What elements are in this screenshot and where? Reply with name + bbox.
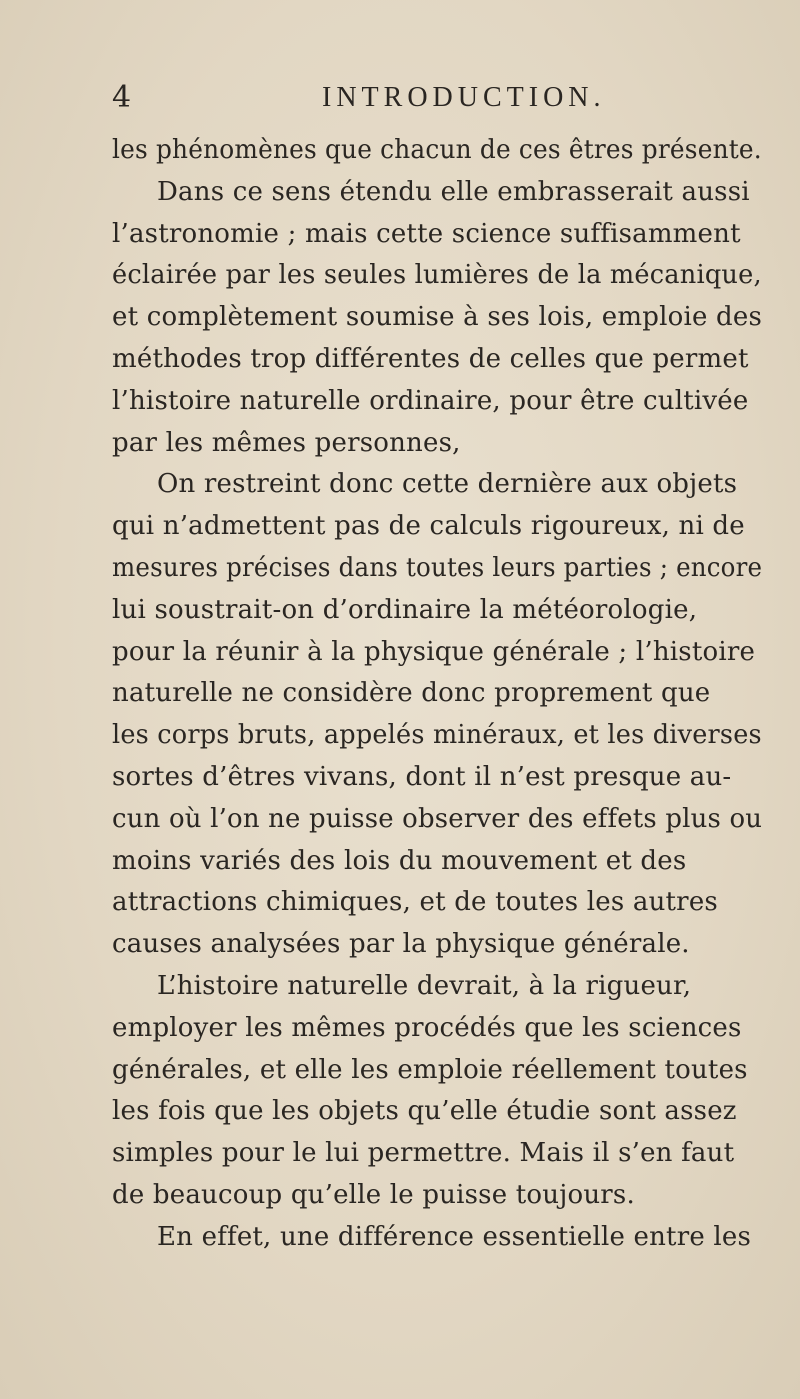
text-line: causes analysées par la physique générale. xyxy=(112,929,690,960)
text-line: pour la réunir à la physique générale ; l’histoire xyxy=(112,636,756,667)
text-line: les phénomènes que chacun de ces êtres présente. xyxy=(112,135,762,165)
text-line: En effet, une différence essentielle entre les xyxy=(157,1221,752,1252)
text-line: lui soustrait-on d’ordinaire la météorologie, xyxy=(112,594,698,625)
text-line: simples pour le lui permettre. Mais il s’en faut xyxy=(112,1138,735,1169)
text-line: l’histoire naturelle ordinaire, pour être cultivée xyxy=(112,385,749,416)
text-line: mesures précises dans toutes leurs parties ; encore xyxy=(112,552,763,583)
text-line: L’histoire naturelle devrait, à la rigueur, xyxy=(157,970,692,1001)
text-line: moins variés des lois du mouvement et des xyxy=(112,845,687,876)
text-line: de beaucoup qu’elle le puisse toujours. xyxy=(112,1179,635,1210)
text-line: par les mêmes personnes, xyxy=(112,427,461,458)
text-line: l’astronomie ; mais cette science suffisamment xyxy=(112,218,741,249)
text-line: On restreint donc cette dernière aux objets xyxy=(157,469,738,500)
text-line: les fois que les objets qu’elle étudie sont assez xyxy=(112,1096,737,1127)
text-line: employer les mêmes procédés que les sciences xyxy=(112,1012,742,1043)
text-line: méthodes trop différentes de celles que permet xyxy=(112,343,749,374)
text-line: éclairée par les seules lumières de la mécanique, xyxy=(112,260,762,291)
text-line: cun où l’on ne puisse observer des effets plus ou xyxy=(112,803,763,834)
text-line: qui n’admettent pas de calculs rigoureux, ni de xyxy=(112,511,745,542)
text-line: les corps bruts, appelés minéraux, et les diverses xyxy=(112,720,762,751)
text-line: générales, et elle les emploie réellement toutes xyxy=(112,1054,748,1085)
page-header xyxy=(112,78,752,118)
text-line: attractions chimiques, et de toutes les autres xyxy=(112,887,718,918)
running-title: INTRODUCTION. xyxy=(322,82,606,113)
page-number: 4 xyxy=(112,80,132,115)
text-line: et complètement soumise à ses lois, emploie des xyxy=(112,302,763,333)
text-line: Dans ce sens étendu elle embrasserait aussi xyxy=(157,176,750,207)
body-text xyxy=(112,130,762,1259)
text-line: sortes d’êtres vivans, dont il n’est presque au- xyxy=(112,761,732,792)
text-line: naturelle ne considère donc proprement que xyxy=(112,678,711,709)
